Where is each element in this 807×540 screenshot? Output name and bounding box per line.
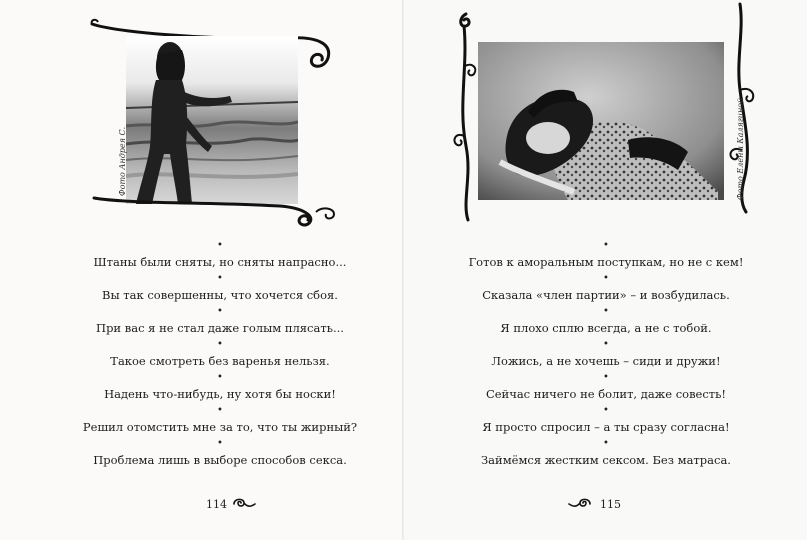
separator-dot: • bbox=[217, 273, 223, 284]
separator-dot: • bbox=[217, 438, 223, 449]
text-line: Готов к аморальным поступкам, но не с кем! bbox=[468, 255, 744, 269]
couple-photo bbox=[478, 42, 724, 200]
separator-dot: • bbox=[603, 339, 609, 350]
separator-dot: • bbox=[603, 306, 609, 317]
text-line: Я плохо сплю всегда, а не с тобой. bbox=[500, 321, 712, 335]
right-text-lines bbox=[456, 240, 756, 471]
text-line: Проблема лишь в выборе способов секса. bbox=[93, 453, 347, 467]
text-line: Ложись, а не хочешь – сиди и дружи! bbox=[491, 354, 721, 368]
text-line: Сейчас ничего не болит, даже совесть! bbox=[485, 387, 727, 401]
text-line: Я просто спросил – а ты сразу согласна! bbox=[482, 420, 730, 434]
beach-photo bbox=[126, 36, 298, 204]
separator-dot: • bbox=[217, 405, 223, 416]
separator-dot: • bbox=[217, 306, 223, 317]
text-line: Займёмся жестким сексом. Без матраса. bbox=[481, 453, 731, 467]
separator-dot: • bbox=[603, 405, 609, 416]
right-page bbox=[404, 0, 807, 540]
bottom-flourish-left bbox=[90, 190, 340, 230]
separator-dot: • bbox=[603, 273, 609, 284]
page-number-right: 115 bbox=[600, 498, 621, 511]
text-line: Вы так совершенны, что хочется сбоя. bbox=[102, 288, 338, 302]
left-page bbox=[0, 0, 403, 540]
separator-dot: • bbox=[217, 372, 223, 383]
text-line: Надень что-нибудь, ну хотя бы носки! bbox=[104, 387, 336, 401]
page-number-left: 114 bbox=[206, 498, 227, 511]
text-line: Штаны были сняты, но сняты напрасно... bbox=[93, 255, 347, 269]
text-line: Такое смотреть без варенья нельзя. bbox=[110, 354, 330, 368]
text-line: При вас я не стал даже голым плясать... bbox=[96, 321, 344, 335]
left-text-lines bbox=[70, 240, 370, 471]
photo-credit-left: Фото Андрея С. bbox=[118, 126, 127, 196]
separator-dot: • bbox=[217, 240, 223, 251]
separator-dot: • bbox=[217, 339, 223, 350]
text-line: Сказала «член партии» – и возбудилась. bbox=[482, 288, 730, 302]
photo-credit-right: Фото Елены Калягиной bbox=[736, 97, 745, 200]
swirl-ornament-left bbox=[232, 496, 256, 510]
swirl-ornament-right bbox=[568, 496, 592, 510]
separator-dot: • bbox=[603, 240, 609, 251]
separator-dot: • bbox=[603, 438, 609, 449]
text-line: Решил отомстить мне за то, что ты жирный? bbox=[82, 420, 358, 434]
separator-dot: • bbox=[603, 372, 609, 383]
